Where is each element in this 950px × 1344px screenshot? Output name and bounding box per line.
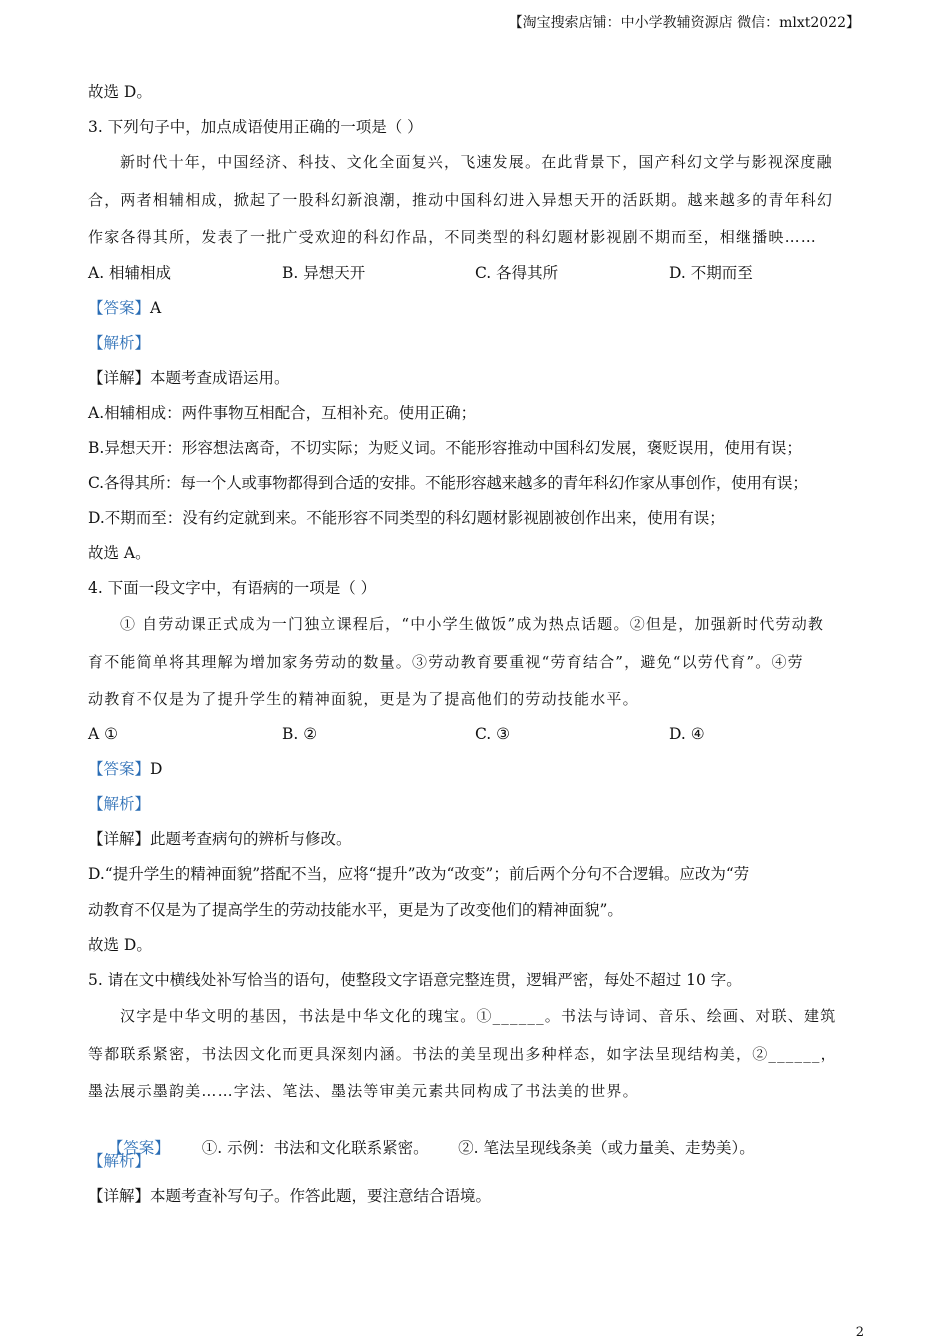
detail-tag: 【详解】 <box>88 369 151 387</box>
question-3-detail <box>88 367 290 389</box>
explanation-line: D.不期而至：没有约定就到来。不能形容不同类型的科幻题材影视剧被创作出来，使用有误； <box>88 509 725 527</box>
question-3-stem: 3. 下列句子中，加点成语使用正确的一项是（ ） <box>88 118 423 136</box>
option-a: A. 相辅相成 <box>88 264 172 282</box>
option-d: D. ④ <box>669 725 705 743</box>
page-number: 2 <box>855 1325 864 1340</box>
detail-tag: 【详解】 <box>88 830 151 848</box>
answer-value: D <box>150 760 163 778</box>
analysis-tag: 【解析】 <box>88 1152 151 1170</box>
analysis-tag: 【解析】 <box>88 334 151 352</box>
option-c: C. 各得其所 <box>475 264 559 282</box>
answer-tag: 【答案】 <box>88 299 151 317</box>
question-5-passage-line: 等都联系紧密，书法因文化而更具深刻内涵。书法的美呈现出多种样态，如字法呈现结构美，②______， <box>88 1045 837 1063</box>
analysis-tag: 【解析】 <box>88 795 151 813</box>
question-5-passage-line: 墨法展示墨韵美……字法、笔法、墨法等审美元素共同构成了书法美的世界。 <box>88 1082 639 1100</box>
answer-tag: 【答案】 <box>88 760 151 778</box>
option-b: B. ② <box>282 725 318 743</box>
detail-text: 本题考查成语运用。 <box>150 369 290 387</box>
answer-value: A <box>150 299 162 317</box>
question-4-passage-line: ① 自劳动课正式成为一门独立课程后，“中小学生做饭”成为热点话题。②但是，加强新时代劳动教 <box>120 615 825 633</box>
explanation-line: D.“提升学生的精神面貌”搭配不当，应将“提升”改为“改变”；前后两个分句不合逻辑。应改为“劳 <box>88 865 750 883</box>
page-header: 【淘宝搜索店铺：中小学教辅资源店 微信：mlxt2022】 <box>508 15 860 31</box>
option-c: C. ③ <box>475 725 511 743</box>
option-a: A ① <box>88 725 119 743</box>
detail-tag: 【详解】 <box>88 1187 151 1205</box>
answer-tag: 【答案】 <box>107 1139 170 1157</box>
explanation-line: C.各得其所：每一个人或事物都得到合适的安排。不能形容越来越多的青年科幻作家从事创作，使用有误； <box>88 474 808 492</box>
question-3-passage-line: 合，两者相辅相成，掀起了一股科幻新浪潮，推动中国科幻进入异想天开的活跃期。越来越多的青年科幻 <box>88 191 834 209</box>
detail-text: 此题考查病句的辨析与修改。 <box>150 830 352 848</box>
explanation-line: B.异想天开：形容想法离奇，不切实际；为贬义词。不能形容推动中国科幻发展，褒贬误用，使用有误； <box>88 439 802 457</box>
question-3-passage-line: 新时代十年，中国经济、科技、文化全面复兴，飞速发展。在此背景下，国产科幻文学与影视深度融 <box>120 153 833 171</box>
question-5-answer <box>88 1115 755 1181</box>
explanation-line: 动教育不仅是为了提高学生的劳动技能水平，更是为了改变他们的精神面貌”。 <box>88 901 623 919</box>
answer-value: ①. 示例：书法和文化联系紧密。 ②. 笔法呈现线条美（或力量美、走势美）。 <box>201 1139 755 1157</box>
question-5-stem: 5. 请在文中横线处补写恰当的语句，使整段文字语意完整连贯，逻辑严密，每处不超过 10 字。 <box>88 971 742 989</box>
question-4-passage-line: 动教育不仅是为了提升学生的精神面貌，更是为了提高他们的劳动技能水平。 <box>88 690 639 708</box>
question-3-answer <box>88 297 161 319</box>
question-3-conclusion: 故选 A。 <box>88 544 151 562</box>
question-3-passage-line: 作家各得其所，发表了一批广受欢迎的科幻作品，不同类型的科幻题材影视剧不期而至，相继播映…… <box>88 228 818 246</box>
question-4-answer <box>88 758 162 780</box>
question-4-conclusion: 故选 D。 <box>88 936 152 954</box>
detail-text: 本题考查补写句子。作答此题，要注意结合语境。 <box>150 1187 492 1205</box>
question-5-passage-line: 汉字是中华文明的基因，书法是中华文化的瑰宝。①______。书法与诗词、音乐、绘画、对联、建筑 <box>120 1007 837 1025</box>
option-d: D. 不期而至 <box>669 264 753 282</box>
conclusion-prev: 故选 D。 <box>88 83 152 101</box>
question-4-passage-line: 育不能简单将其理解为增加家务劳动的数量。③劳动教育要重视“劳育结合”，避免“以劳代育”。④劳 <box>88 653 804 671</box>
question-4-stem: 4. 下面一段文字中，有语病的一项是（ ） <box>88 579 377 597</box>
option-b: B. 异想天开 <box>282 264 366 282</box>
question-5-detail <box>88 1185 491 1207</box>
question-4-detail <box>88 828 352 850</box>
explanation-line: A.相辅相成：两件事物互相配合，互相补充。使用正确； <box>88 404 477 422</box>
